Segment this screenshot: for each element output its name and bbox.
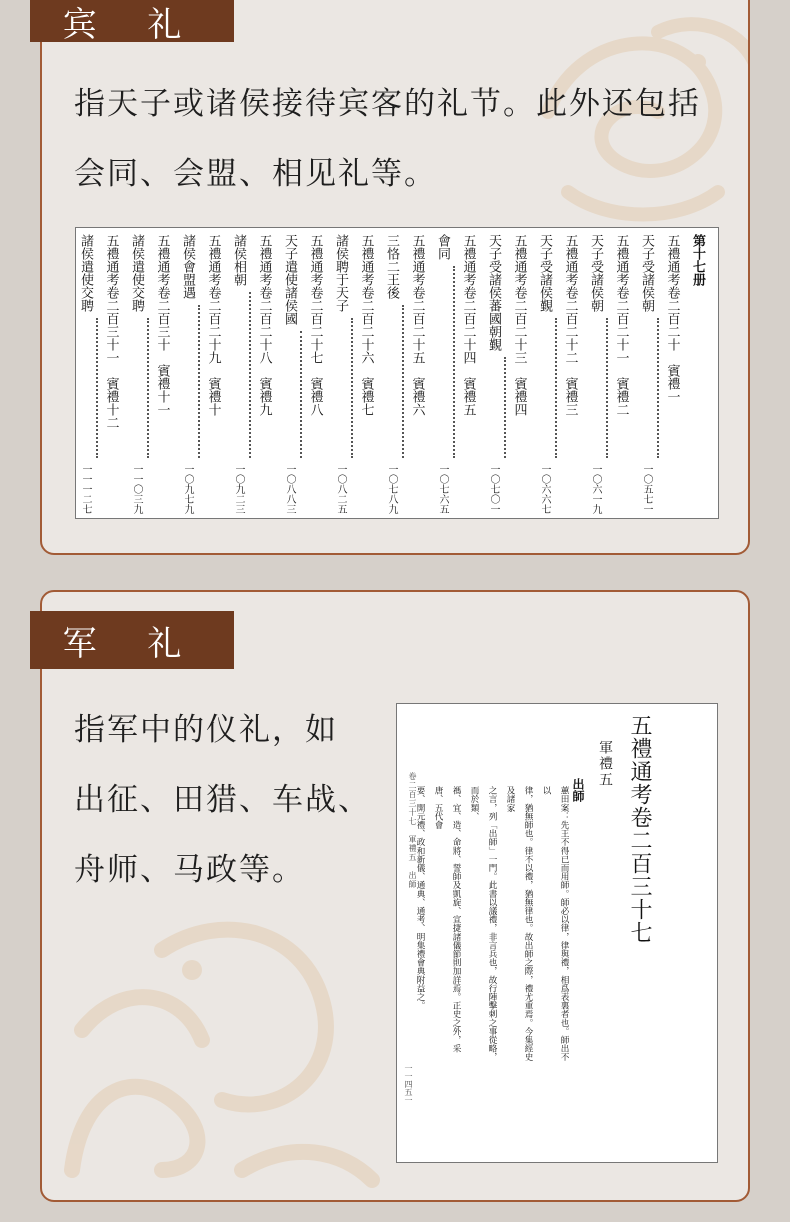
toc-entry-title: 天子受諸侯蕃國朝覲	[486, 234, 501, 351]
toc-entry	[302, 234, 328, 514]
section-tag-junli: 军 礼	[30, 611, 234, 669]
toc-entry-title: 天子受諸侯朝	[588, 234, 603, 312]
toc-entry-title: 五禮通考卷二百二十八 賓禮九	[256, 234, 272, 416]
toc-entry-title: 五禮通考卷二百三十一 賓禮十二	[103, 234, 119, 429]
toc-entry	[532, 234, 558, 514]
toc-entry-page: 一〇七〇一	[488, 464, 499, 514]
page-number: 一一四五一	[404, 1064, 413, 1104]
excerpt-body	[411, 786, 573, 1066]
toc-entry-page: 一〇七八九	[386, 464, 397, 514]
toc-entry-page: 一〇六六七	[539, 464, 550, 514]
toc-entry-title: 五禮通考卷二百二十三 賓禮四	[511, 234, 527, 416]
toc-entry-title: 諸侯聘于天子	[333, 234, 348, 312]
toc-entry	[353, 234, 379, 514]
toc-entry	[277, 234, 303, 514]
toc-entry-page: 一〇七六五	[437, 464, 448, 514]
excerpt-body-line: 禡、宜、造、命將、誓師及凱旋、宣捷諸儀節則加詳焉。正史之外，采唐、五代會	[433, 786, 461, 1053]
excerpt-body-line: 律，猶無師也。律不以禮，猶無律也。故出師之際，禮尤重焉。今集經史及諸家	[505, 786, 533, 1062]
toc-entry-title: 三恪二王後	[384, 234, 399, 299]
section-description-line: 舟师、马政等。	[74, 852, 305, 888]
toc-entry-title: 五禮通考卷二百二十 賓禮一	[664, 234, 680, 403]
toc-entry-title: 五禮通考卷二百二十七 賓禮八	[307, 234, 323, 416]
toc-entry	[149, 234, 175, 514]
toc-entry-page: 一一〇三九	[131, 464, 142, 514]
toc-entry-page: 一〇五七一	[641, 464, 652, 514]
toc-entry-title: 天子受諸侯朝	[639, 234, 654, 312]
toc-entry-page: 一〇八八三	[284, 464, 295, 514]
excerpt-body-line: 之言，列「出師」一門。此書以議禮，非言兵也，故行陣擊刺之事從略，而於類、	[469, 786, 497, 1062]
chapter-subtitle: 軍禮五	[597, 740, 613, 788]
toc-entry	[251, 234, 277, 514]
toc-entry-title: 諸侯會盟遇	[180, 234, 195, 299]
section-heading: 出師	[571, 778, 585, 802]
toc-entry	[404, 234, 430, 514]
excerpt-page-image	[396, 703, 718, 1163]
toc-entry	[175, 234, 201, 514]
toc-entry	[583, 234, 609, 514]
section-tag-binli: 宾 礼	[30, 0, 234, 42]
toc-entry-title: 天子遣使諸侯國	[282, 234, 297, 325]
toc-entry	[328, 234, 354, 514]
toc-entry-page: 一〇八二五	[335, 464, 346, 514]
toc-entry-page: 一〇九二三	[233, 464, 244, 514]
toc-entry-title: 諸侯遣使交聘	[78, 234, 93, 312]
toc-entry-title: 諸侯遣使交聘	[129, 234, 144, 312]
excerpt-body-line: 要、開元禮、政和新儀、通典、通考、明集禮會典附益之。	[415, 786, 425, 1010]
toc-entry-title: 五禮通考卷二百二十五 賓禮六	[409, 234, 425, 416]
toc-entry-title: 五禮通考卷二百二十二 賓禮三	[562, 234, 578, 416]
toc-entry	[98, 234, 124, 514]
margin-note: 卷二百三十七 軍禮五 出師	[408, 772, 417, 889]
toc-entry	[430, 234, 456, 514]
toc-entry	[634, 234, 660, 514]
toc-entry-title: 五禮通考卷二百二十六 賓禮七	[358, 234, 374, 416]
toc-entry	[124, 234, 150, 514]
toc-header: 第十七册	[690, 234, 705, 286]
chapter-title: 五禮通考卷二百三十七	[627, 714, 652, 944]
toc-entry-page: 一〇九七九	[182, 464, 193, 514]
toc-entry	[608, 234, 634, 514]
toc-entry-title: 五禮通考卷二百二十九 賓禮十	[205, 234, 221, 416]
toc-entry-page: 一〇六一九	[590, 464, 601, 514]
toc-entry-title: 五禮通考卷二百三十 賓禮十一	[154, 234, 170, 416]
toc-entry	[659, 234, 685, 514]
toc-entry-title: 五禮通考卷二百二十一 賓禮二	[613, 234, 629, 416]
section-description-line: 会同、会盟、相见礼等。	[74, 156, 437, 192]
beast-ornament-icon	[42, 870, 402, 1200]
toc-entry	[226, 234, 252, 514]
toc-page-image	[75, 227, 719, 519]
toc-entry-title: 天子受諸侯覲	[537, 234, 552, 312]
toc-entry	[481, 234, 507, 514]
toc-entry	[200, 234, 226, 514]
toc-entry-title: 五禮通考卷二百二十四 賓禮五	[460, 234, 476, 416]
toc-entry	[455, 234, 481, 514]
toc-entry	[379, 234, 405, 514]
toc-entry	[75, 234, 98, 514]
section-description-line: 指军中的仪礼，如	[74, 712, 338, 748]
section-description-line: 出征、田猎、车战、	[74, 782, 371, 818]
toc-entry	[506, 234, 532, 514]
toc-entry-title: 諸侯相朝	[231, 234, 246, 286]
table-of-contents	[76, 228, 718, 518]
excerpt-body-line: 蕙田案：先王不得已而用師。師必以律，律與禮，相爲表裏者也。師出不以	[541, 786, 569, 1062]
toc-entry	[557, 234, 583, 514]
toc-entry-title: 會同	[435, 234, 450, 260]
toc-entry-page: 一一一二七	[80, 464, 91, 514]
section-description-line: 指天子或诸侯接待宾客的礼节。此外还包括	[74, 86, 701, 122]
